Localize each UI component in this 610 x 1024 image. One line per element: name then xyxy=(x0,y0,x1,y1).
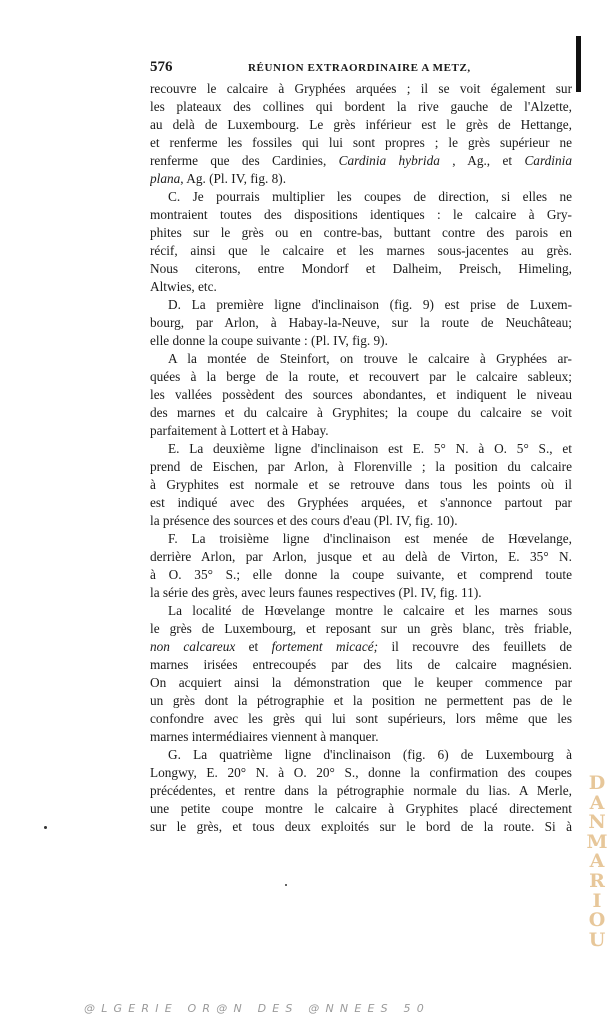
text-line: la série des grès, avec leurs faunes respectives (Pl. IV, fig. 11). xyxy=(150,585,482,600)
stamp-letter: N xyxy=(588,811,606,834)
text-line: la présence des sources et des cours d'eau (Pl. IV, fig. 10). xyxy=(150,513,458,528)
text-line: Longwy, E. 20° N. à O. 20° S., donne la confirmation des coupes xyxy=(150,765,572,780)
footer-watermark: @LGERIE OR@N DES @NNEES 50 xyxy=(84,1002,430,1015)
stamp-letter: D xyxy=(588,772,606,794)
text-line: les plateaux des collines qui bordent la rive gauche de l'Alzette, xyxy=(150,99,572,114)
stamp-letter: A xyxy=(589,850,605,873)
text-line: recouvre le calcaire à Gryphées arquées ; il se voit également sur xyxy=(150,81,572,96)
text-line: prend de Eischen, par Arlon, à Florenville ; la position du calcaire xyxy=(150,459,572,474)
stamp-letter: M xyxy=(586,830,608,853)
text-line: précédentes, et rentre dans la pétrographie normale du lias. A Merle, xyxy=(150,783,572,798)
stamp-letter: I xyxy=(592,889,602,912)
text-line: E. La deuxième ligne d'inclinaison est E. 5° N. à O. 5° S., et xyxy=(168,441,572,456)
text-line: confondre avec les grès qui lui sont supérieurs, lors même que les xyxy=(150,711,572,726)
text-line: renferme que des Cardinies, Cardinia hybrida , Ag., et Cardinia xyxy=(150,153,572,168)
text-line: elle donne la coupe suivante : (Pl. IV, fig. 9). xyxy=(150,333,388,348)
text-line: quées à la berge de la route, et recouvert par le calcaire sableux; xyxy=(150,369,572,384)
text-line: phites sur le grès ou en contre-bas, buttant contre des parois en xyxy=(150,225,572,240)
text-line: non calcareux et fortement micacé; il recouvre des feuillets de xyxy=(150,639,572,654)
margin-rule xyxy=(576,36,581,92)
running-title: RÉUNION EXTRAORDINAIRE A METZ, xyxy=(248,62,471,74)
text-line: Altwies, etc. xyxy=(150,279,217,294)
text-line: G. La quatrième ligne d'inclinaison (fig. 6) de Luxembourg à xyxy=(168,747,572,762)
text-line: montraient toutes des dispositions identiques : le calcaire à Gry- xyxy=(150,207,572,222)
page-header xyxy=(150,58,570,76)
text-line: les vallées possèdent des sources abondantes, et indiquent le niveau xyxy=(150,387,572,402)
text-line: Nous citerons, entre Mondorf et Dalheim, Preisch, Himeling, xyxy=(150,261,572,276)
text-line: derrière Arlon, par Arlon, jusque et au delà de Virton, E. 35° N. xyxy=(150,549,572,564)
side-watermark-stamp xyxy=(584,774,610,986)
text-line: une petite coupe montre le calcaire à Gryphites placé directement xyxy=(150,801,572,816)
text-line: est indiqué avec des Gryphées arquées, et s'annonce partout par xyxy=(150,495,572,510)
text-line: un grès dont la pétrographie et la position ne permettent pas de le xyxy=(150,693,572,708)
text-line: récif, ainsi que le calcaire et les marnes sous-jacentes au grès. xyxy=(150,243,572,258)
text-line: bourg, par Arlon, à Habay-la-Neuve, sur la route de Neuchâteau; xyxy=(150,315,572,330)
dust-speck xyxy=(44,826,47,829)
text-line: F. La troisième ligne d'inclinaison est menée de Hœvelange, xyxy=(168,531,572,546)
stamp-letter: R xyxy=(589,869,605,892)
dust-speck xyxy=(285,884,287,886)
page-number: 576 xyxy=(150,59,173,75)
stamp-letter: A xyxy=(589,791,605,814)
text-line: D. La première ligne d'inclinaison (fig. 9) est prise de Luxem- xyxy=(168,297,572,312)
text-line: au delà de Luxembourg. Le grès inférieur est le grès de Hettange, xyxy=(150,117,572,132)
text-line: plana, Ag. (Pl. IV, fig. 8). xyxy=(150,171,287,186)
text-line: C. Je pourrais multiplier les coupes de direction, si elles ne xyxy=(168,189,572,204)
stamp-letter: O xyxy=(588,909,606,932)
text-line: sur le grès, et tous deux exploités sur le bord de la route. Si à xyxy=(150,819,572,834)
text-line: le grès de Luxembourg, et reposant sur un grès blanc, très friable, xyxy=(150,621,572,636)
text-line: et renferme les fossiles qui lui sont propres ; le grès supérieur ne xyxy=(150,135,572,150)
text-line: à Gryphites est normale et se retrouve dans tous les points où il xyxy=(150,477,572,492)
text-line: marnes irisées entrecoupés par des lits de calcaire magnésien. xyxy=(150,657,572,672)
text-line: A la montée de Steinfort, on trouve le calcaire à Gryphées ar- xyxy=(168,351,572,366)
text-line: des marnes et du calcaire à Gryphites; la coupe du calcaire se voit xyxy=(150,405,572,420)
text-line: La localité de Hœvelange montre le calcaire et les marnes sous xyxy=(168,603,572,618)
text-line: On acquiert ainsi la démonstration que le keuper commence par xyxy=(150,675,572,690)
text-line: marnes intermédiaires viennent à manquer. xyxy=(150,729,379,744)
body-text xyxy=(150,80,572,836)
stamp-letter: U xyxy=(588,928,606,951)
text-line: parfaitement à Lottert et à Habay. xyxy=(150,423,329,438)
text-line: à O. 35° S.; elle donne la coupe suivante, et comprend toute xyxy=(150,567,572,582)
